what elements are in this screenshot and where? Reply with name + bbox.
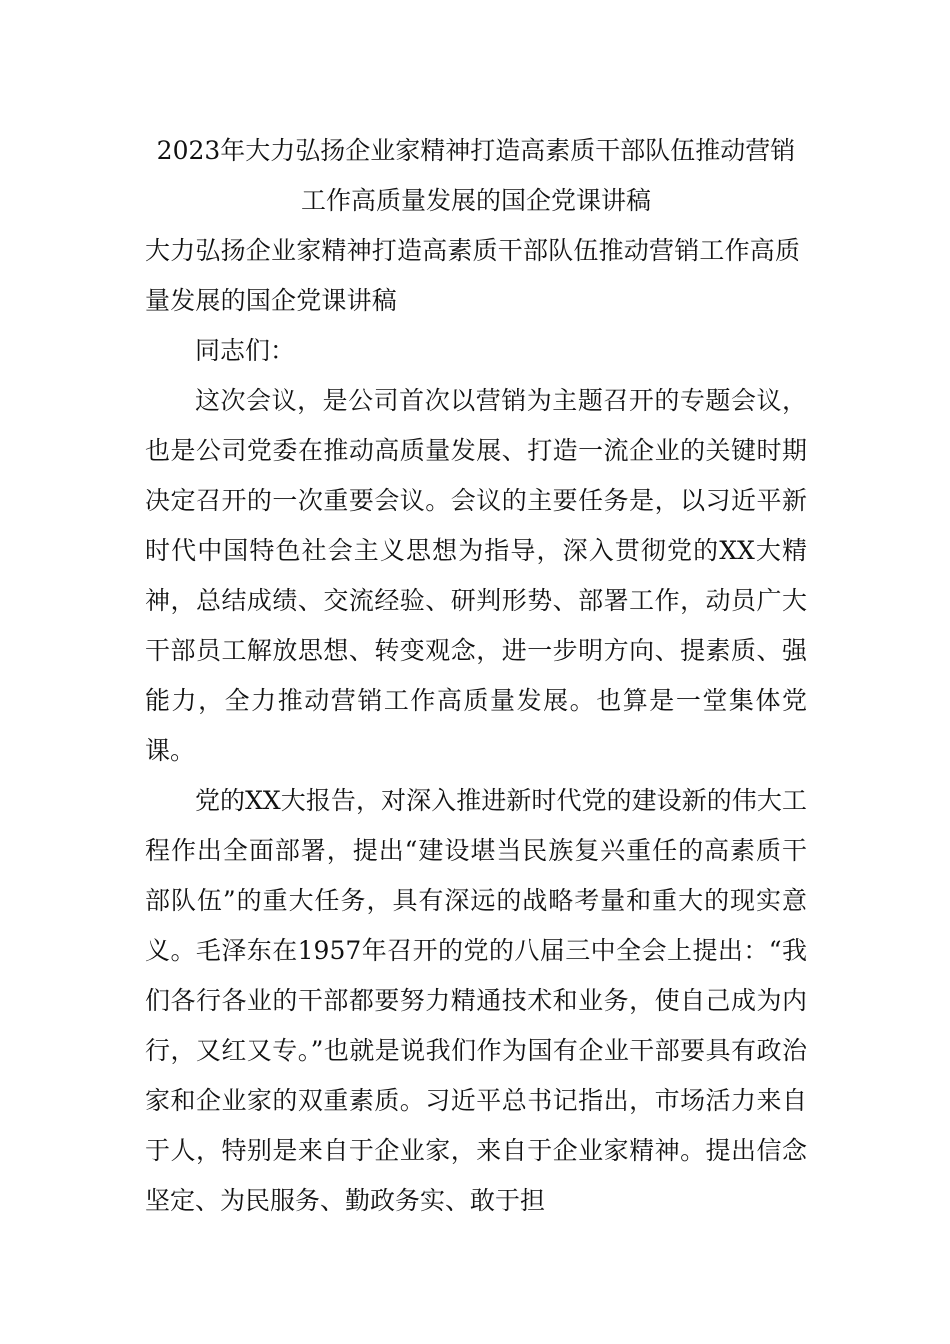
- paragraph-2: 党的XX大报告，对深入推进新时代党的建设新的伟大工程作出全面部署，提出“建设堪当民族复兴重任的高素质干部队伍”的重大任务，具有深远的战略考量和重大的现实意义。毛泽东在1957年召开的党的八届三中全会上提出：“我们各行各业的干部都要努力精通技术和业务，使自己成为内行，又红又专。”也就是说我们作为国有企业干部要具有政治家和企业家的双重素质。习近平总书记指出，市场活力来自于人，特别是来自于企业家，来自于企业家精神。提出信念坚定、为民服务、勤政务实、敢于担: [145, 786, 807, 1215]
- document-title-line-2: 工作高质量发展的国企党课讲稿: [300, 186, 651, 215]
- paragraph-1: 这次会议，是公司首次以营销为主题召开的专题会议，也是公司党委在推动高质量发展、打造一流企业的关键时期决定召开的一次重要会议。会议的主要任务是，以习近平新时代中国特色社会主义思想为指导，深入贯彻党的XX大精神，总结成绩、交流经验、研判形势、部署工作，动员广大干部员工解放思想、转变观念，进一步明方向、提素质、强能力，全力推动营销工作高质量发展。也算是一堂集体党课。: [145, 386, 807, 765]
- document-title-line-1: 2023年大力弘扬企业家精神打造高素质干部队伍推动营销: [156, 136, 796, 165]
- document-subtitle: 大力弘扬企业家精神打造高素质干部队伍推动营销工作高质量发展的国企党课讲稿: [145, 236, 801, 315]
- document-page: [145, 126, 807, 1226]
- greeting: 同志们：: [195, 336, 296, 365]
